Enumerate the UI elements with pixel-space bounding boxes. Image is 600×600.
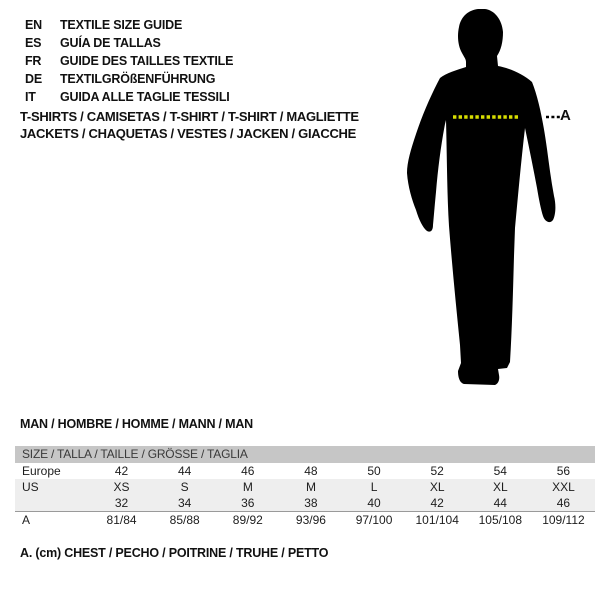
size-value: 44 — [178, 464, 192, 478]
size-value: XS — [113, 480, 130, 494]
size-value: 40 — [367, 496, 381, 510]
table-row-europe — [15, 463, 595, 479]
size-value: M — [305, 480, 316, 494]
language-row — [25, 70, 233, 88]
measure-label-a: A — [560, 107, 571, 124]
size-value: XL — [429, 480, 445, 494]
section-title-man: MAN / HOMBRE / HOMME / MANN / MAN — [20, 417, 253, 431]
size-value: 109/112 — [542, 513, 585, 527]
row-label: Europe — [22, 464, 61, 478]
man-silhouette — [407, 9, 555, 385]
size-value: M — [242, 480, 253, 494]
table-row-chest-cm — [15, 511, 595, 529]
chest-footnote: A. (cm) CHEST / PECHO / POITRINE / TRUHE / PETTO — [20, 546, 329, 560]
table-row-us — [15, 479, 595, 495]
size-value: 105/108 — [478, 513, 522, 527]
language-code: DE — [25, 72, 42, 86]
size-value: 101/104 — [415, 513, 459, 527]
size-value: 38 — [304, 496, 318, 510]
size-value: 85/88 — [169, 513, 200, 527]
size-value: 93/96 — [295, 513, 326, 527]
size-value: XXL — [552, 480, 575, 494]
row-label: US — [22, 480, 39, 494]
size-value: 50 — [367, 464, 381, 478]
language-label: TEXTILGRÖßENFÜHRUNG — [60, 72, 216, 86]
size-value: 89/92 — [232, 513, 263, 527]
size-value: 46 — [556, 496, 571, 510]
size-value: 34 — [178, 496, 192, 510]
size-table — [15, 446, 595, 529]
category-jackets: JACKETS / CHAQUETAS / VESTES / JACKEN / GIACCHE — [20, 126, 356, 141]
size-value: 48 — [304, 464, 318, 478]
language-label: TEXTILE SIZE GUIDE — [60, 18, 183, 32]
language-code: FR — [25, 54, 42, 68]
size-value: 42 — [430, 496, 444, 510]
language-row — [25, 34, 233, 52]
language-code: ES — [25, 36, 42, 50]
language-code: EN — [25, 18, 42, 32]
language-row — [25, 88, 233, 106]
size-table-header: SIZE / TALLA / TAILLE / GRÖSSE / TAGLIA — [15, 446, 595, 463]
size-value: 46 — [241, 464, 255, 478]
language-row — [25, 16, 233, 34]
size-value: 54 — [493, 464, 507, 478]
language-label: GUÍA DE TALLAS — [60, 36, 161, 50]
language-list — [25, 16, 233, 106]
size-value: 97/100 — [355, 513, 393, 527]
language-row — [25, 52, 233, 70]
category-tshirts: T-SHIRTS / CAMISETAS / T-SHIRT / T-SHIRT / MAGLIETTE — [20, 109, 359, 124]
size-value: S — [180, 480, 189, 494]
size-value: 42 — [114, 464, 129, 478]
row-label — [15, 495, 90, 511]
size-value: XL — [492, 480, 508, 494]
size-value: 56 — [556, 464, 571, 478]
size-value: 36 — [241, 496, 255, 510]
size-value: L — [370, 480, 378, 494]
language-code: IT — [25, 90, 36, 104]
size-value: 81/84 — [106, 513, 137, 527]
size-value: 44 — [493, 496, 507, 510]
size-value: 52 — [430, 464, 444, 478]
man-silhouette-figure — [395, 0, 600, 400]
language-label: GUIDE DES TAILLES TEXTILE — [60, 54, 234, 68]
language-label: GUIDA ALLE TAGLIE TESSILI — [60, 90, 230, 104]
row-label: A — [22, 513, 31, 527]
table-row-us-numeric — [15, 495, 595, 511]
size-value: 32 — [114, 496, 129, 510]
garment-categories — [20, 108, 359, 142]
